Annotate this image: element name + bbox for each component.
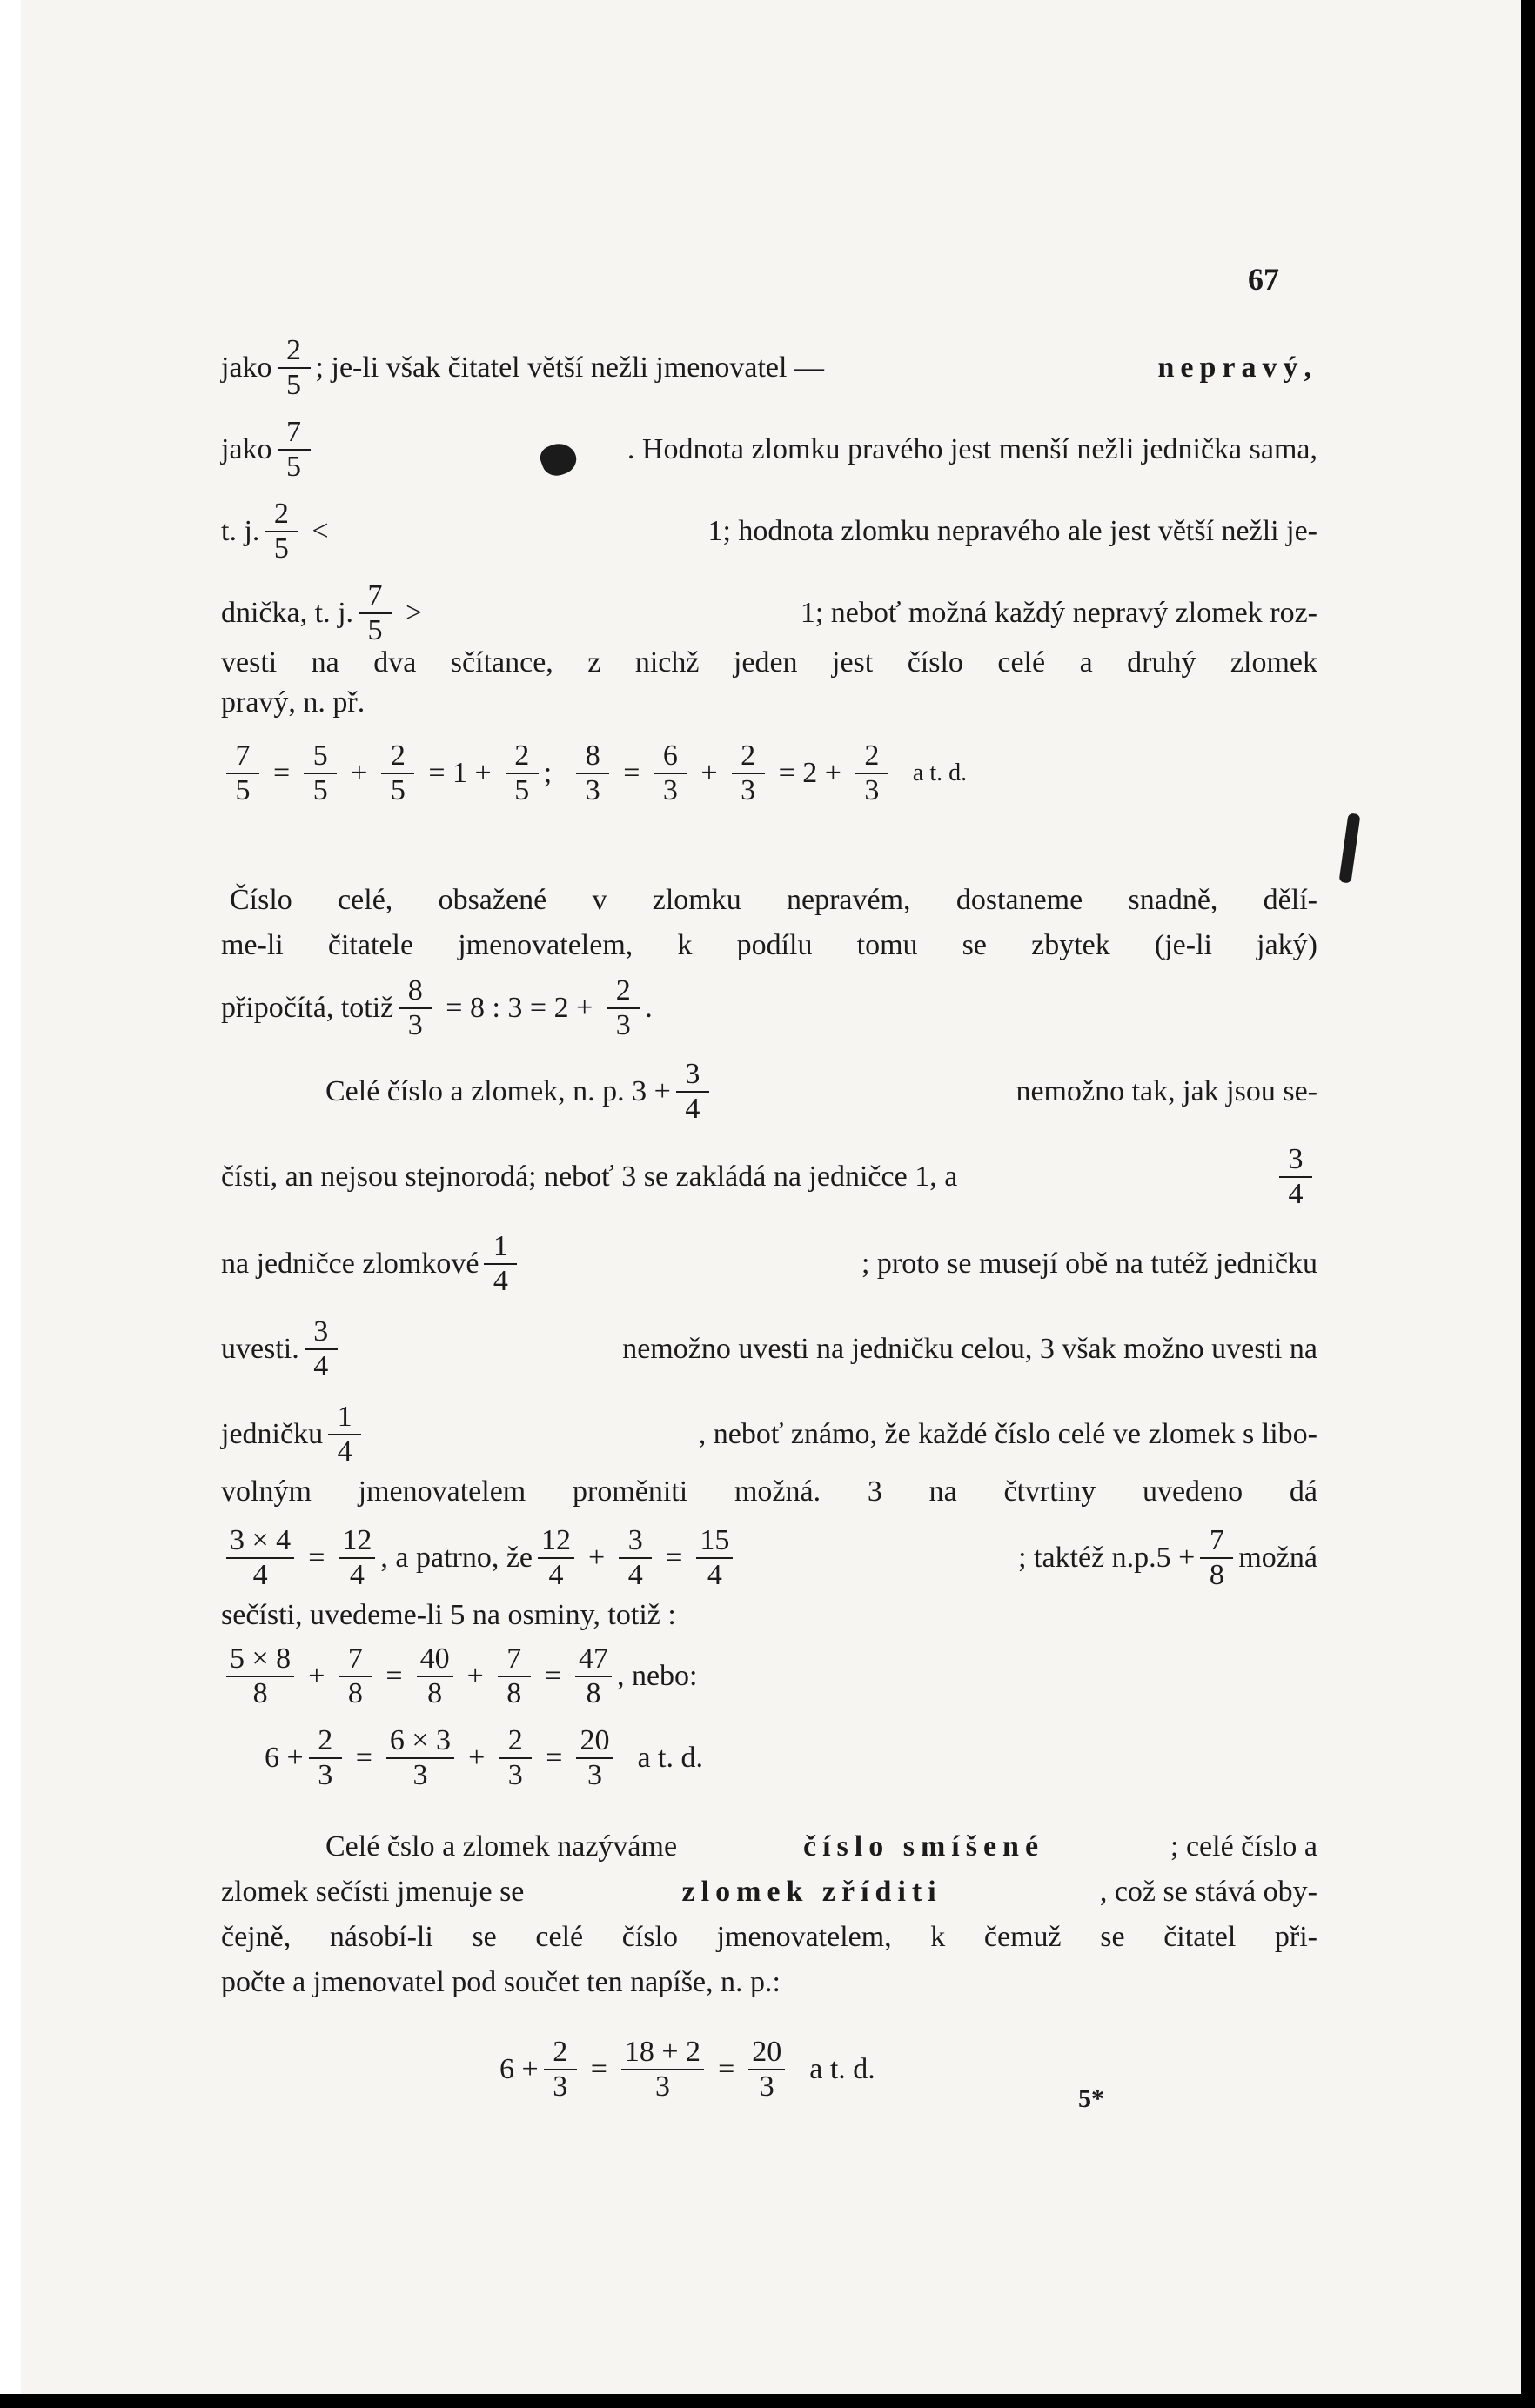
plus-sign: +	[308, 1660, 325, 1692]
denominator: 4	[548, 1559, 564, 1591]
denominator: 4	[685, 1093, 700, 1125]
equals-sign: =	[544, 1660, 561, 1692]
text: a t. d.	[809, 2053, 875, 2085]
equals-sign: =	[355, 1742, 372, 1774]
numerator: 2	[607, 976, 640, 1009]
text: volným jmenovatelem proměniti možná. 3 na čtvrtiny uvedeno dá	[221, 1475, 1317, 1508]
numerator: 20	[576, 1726, 613, 1759]
text: ; je-li však čitatel větší nežli jmenovatel —	[315, 351, 824, 384]
numerator: 3	[1279, 1145, 1312, 1178]
text: čísti, an nejsou stejnorodá; neboť 3 se zakládá na jedničce 1, a	[221, 1161, 958, 1193]
text-line-24	[221, 1961, 1317, 2004]
plus-sign: +	[351, 757, 368, 789]
text-line-13	[221, 1225, 1317, 1303]
expression: = 1 +	[428, 757, 492, 789]
denominator: 8	[427, 1677, 443, 1709]
numerator: 20	[748, 2037, 785, 2070]
text: ; proto se musejí obě na tutéž jedničku	[861, 1247, 1317, 1280]
scan-left-edge	[0, 0, 21, 2408]
less-than-sign: <	[312, 515, 329, 547]
numerator: 2	[278, 336, 311, 369]
denominator: 4	[1288, 1178, 1304, 1210]
signature-mark: 5*	[1078, 2084, 1104, 2113]
text-line-15	[221, 1395, 1317, 1474]
fraction	[732, 741, 765, 806]
numerator: 2	[265, 499, 298, 532]
text-line-10	[221, 969, 1317, 1047]
fraction	[498, 1644, 531, 1709]
fraction	[575, 1644, 612, 1709]
fraction	[417, 1644, 453, 1709]
denominator: 3	[615, 1009, 631, 1041]
word: dnička, t. j.	[221, 597, 354, 629]
expression: = 8 : 3 = 2 +	[446, 992, 593, 1024]
equation-line-17	[221, 1519, 1317, 1597]
text-line-9	[221, 924, 1317, 967]
fraction	[359, 581, 392, 645]
equals-sign: =	[718, 2053, 735, 2085]
fraction	[676, 1060, 709, 1124]
text: vesti na dva sčítance, z nichž jeden jest číslo celé a druhý zlomek	[221, 646, 1317, 679]
numerator: 2	[506, 741, 539, 774]
denominator: 4	[493, 1265, 508, 1297]
word: t. j.	[221, 515, 260, 547]
numerator: 6	[654, 741, 687, 774]
equals-sign: =	[666, 1542, 683, 1574]
greater-than-sign: >	[406, 597, 423, 629]
text-line-21	[221, 1825, 1317, 1869]
equals-sign: =	[623, 757, 640, 789]
text: nemožno tak, jak jsou se-	[1016, 1075, 1317, 1107]
equals-sign: =	[385, 1660, 403, 1692]
denominator: 3	[318, 1759, 333, 1791]
fraction	[339, 1644, 372, 1709]
text: 1; hodnota zlomku nepravého ale jest větší nežli je-	[707, 515, 1317, 547]
denominator: 3	[864, 774, 880, 806]
text: jedničku	[221, 1418, 324, 1450]
denominator: 4	[337, 1435, 352, 1468]
text-line-12	[221, 1138, 1317, 1216]
fraction	[576, 741, 609, 806]
denominator: 3	[507, 1759, 523, 1791]
text: nemožno uvesti na jedničku celou, 3 však možno uvesti na	[622, 1333, 1317, 1365]
equals-sign: =	[308, 1542, 325, 1574]
numerator: 5 × 8	[226, 1644, 294, 1677]
fraction	[499, 1726, 532, 1790]
fraction	[305, 1317, 338, 1381]
denominator: 3	[587, 1759, 602, 1791]
margin-mark	[1339, 813, 1361, 883]
fraction	[265, 499, 298, 564]
numerator: 2	[499, 1726, 532, 1759]
numerator: 12	[339, 1526, 375, 1559]
numerator: 3 × 4	[226, 1526, 294, 1559]
fraction	[484, 1232, 517, 1296]
fraction	[538, 1526, 574, 1590]
text-line-18	[221, 1594, 1317, 1637]
denominator: 3	[585, 774, 600, 806]
denominator: 5	[390, 774, 406, 806]
text: 6 +	[265, 1742, 304, 1774]
numerator: 2	[732, 741, 765, 774]
numerator: 3	[305, 1317, 338, 1350]
equals-sign: =	[546, 1742, 563, 1774]
emphasis-nepravy: nepravý,	[1157, 351, 1317, 384]
fraction	[399, 976, 432, 1040]
numerator: 1	[328, 1402, 361, 1435]
text: zlomek sečísti jmenuje se	[221, 1876, 525, 1908]
denominator: 8	[1209, 1559, 1224, 1591]
emphasis-cislo-smisene: číslo smíšené	[803, 1830, 1045, 1863]
denominator: 5	[286, 369, 302, 401]
page-number: 67	[1248, 262, 1279, 297]
denominator: 4	[349, 1559, 365, 1591]
fraction	[506, 741, 539, 806]
fraction	[619, 1526, 652, 1590]
text: 1; neboť možná každý nepravý zlomek roz-	[800, 597, 1317, 629]
text-line-2	[221, 411, 1317, 489]
fraction	[1279, 1145, 1312, 1209]
fraction	[381, 741, 414, 806]
denominator: 8	[252, 1677, 268, 1709]
text-line-14	[221, 1310, 1317, 1388]
numerator: 2	[544, 2037, 577, 2070]
numerator: 18 + 2	[621, 2037, 704, 2070]
fraction	[304, 741, 337, 806]
denominator: 8	[347, 1677, 363, 1709]
text: , neboť známo, že každé číslo celé ve zlomek s libo-	[698, 1418, 1317, 1450]
numerator: 7	[226, 741, 259, 774]
period: .	[645, 992, 653, 1024]
plus-sign: +	[468, 1742, 486, 1774]
denominator: 8	[586, 1677, 601, 1709]
text-line-1	[221, 329, 1317, 407]
denominator: 4	[252, 1559, 268, 1591]
text-line-6	[221, 681, 1317, 725]
text-line-23	[221, 1916, 1317, 1959]
word: jako	[221, 351, 272, 384]
equals-sign: =	[273, 757, 291, 789]
equation-line-19	[221, 1637, 1317, 1716]
text: čejně, násobí-li se celé číslo jmenovatelem, k čemuž se čitatel při-	[221, 1921, 1317, 1953]
text: sečísti, uvedeme-li 5 na osminy, totiž :	[221, 1599, 676, 1631]
numerator: 7	[1200, 1526, 1233, 1559]
denominator: 3	[741, 774, 756, 806]
equation-line-20	[221, 1719, 1317, 1797]
fraction	[339, 1526, 375, 1590]
denominator: 3	[412, 1759, 428, 1791]
fraction	[278, 418, 311, 482]
fraction	[576, 1726, 613, 1790]
text: ; taktéž n.p.5 +	[1018, 1542, 1196, 1574]
fraction	[278, 336, 311, 400]
numerator: 7	[339, 1644, 372, 1677]
denominator: 3	[662, 774, 678, 806]
text: Číslo celé, obsažené v zlomku nepravém, dostaneme snadně, dělí-	[230, 884, 1317, 916]
denominator: 5	[312, 774, 328, 806]
scan-bottom-edge	[0, 2394, 1535, 2408]
fraction	[226, 741, 259, 806]
equals-sign: =	[590, 2053, 607, 2085]
fraction	[328, 1402, 361, 1467]
text-line-8	[221, 879, 1317, 922]
numerator: 2	[381, 741, 414, 774]
fraction	[226, 1644, 294, 1709]
text: počte a jmenovatel pod součet ten napíše, n. p.:	[221, 1966, 781, 1998]
text: a t. d.	[637, 1742, 703, 1774]
equation-line-25	[221, 2030, 1317, 2109]
numerator: 7	[359, 581, 392, 614]
denominator: 3	[407, 1009, 423, 1041]
text: a t. d.	[912, 759, 968, 786]
text: Celé čslo a zlomek nazýváme	[325, 1830, 678, 1863]
fraction	[855, 741, 888, 806]
denominator: 3	[654, 2070, 670, 2103]
fraction	[1200, 1526, 1233, 1590]
numerator: 7	[278, 418, 311, 451]
numerator: 1	[484, 1232, 517, 1265]
numerator: 7	[498, 1644, 531, 1677]
expression: = 2 +	[778, 757, 841, 789]
fraction	[621, 2037, 704, 2102]
fraction	[544, 2037, 577, 2102]
denominator: 8	[506, 1677, 522, 1709]
fraction	[607, 976, 640, 1040]
fraction	[226, 1526, 294, 1590]
text-line-3	[221, 492, 1317, 571]
fraction	[309, 1726, 342, 1790]
fraction	[748, 2037, 785, 2102]
text: . Hodnota zlomku pravého jest menší nežli jednička sama,	[627, 433, 1317, 465]
fraction	[386, 1726, 454, 1790]
numerator: 3	[676, 1060, 709, 1093]
denominator: 5	[273, 532, 289, 565]
text: , nebo:	[616, 1660, 698, 1692]
fraction	[654, 741, 687, 806]
plus-sign: +	[588, 1542, 606, 1574]
text: uvesti.	[221, 1333, 299, 1365]
numerator: 12	[538, 1526, 574, 1559]
text: 6 +	[499, 2053, 539, 2085]
text-line-11	[221, 1053, 1317, 1131]
text: , což se stává oby-	[1099, 1876, 1317, 1908]
text: Celé číslo a zlomek, n. p. 3 +	[325, 1075, 671, 1107]
denominator: 3	[553, 2070, 568, 2103]
equation-line-7	[221, 734, 1317, 813]
numerator: 3	[619, 1526, 652, 1559]
text: možná	[1238, 1542, 1317, 1574]
numerator: 5	[304, 741, 337, 774]
numerator: 8	[576, 741, 609, 774]
word: jako	[221, 433, 272, 465]
text: me-li čitatele jmenovatelem, k podílu tomu se zbytek (je-li jaký)	[221, 929, 1317, 961]
text: , a patrno, že	[380, 1542, 533, 1574]
text: na jedničce zlomkové	[221, 1247, 479, 1280]
denominator: 5	[367, 614, 383, 646]
denominator: 4	[313, 1350, 329, 1382]
numerator: 47	[575, 1644, 612, 1677]
numerator: 6 × 3	[386, 1726, 454, 1759]
text-line-22	[221, 1870, 1317, 1914]
denominator: 4	[707, 1559, 722, 1591]
numerator: 15	[696, 1526, 733, 1559]
numerator: 2	[855, 741, 888, 774]
fraction	[696, 1526, 733, 1590]
denominator: 4	[627, 1559, 643, 1591]
numerator: 40	[417, 1644, 453, 1677]
text: pravý, n. př.	[221, 686, 365, 719]
text-line-16	[221, 1470, 1317, 1514]
denominator: 5	[514, 774, 530, 806]
emphasis-zlomek-zriditi: zlomek zříditi	[681, 1876, 942, 1908]
numerator: 8	[399, 976, 432, 1009]
book-page	[21, 0, 1521, 2394]
text: připočítá, totiž	[221, 992, 394, 1024]
semicolon: ;	[543, 757, 553, 789]
denominator: 5	[286, 451, 302, 483]
text: ; celé číslo a	[1170, 1830, 1317, 1863]
numerator: 2	[309, 1726, 342, 1759]
denominator: 5	[235, 774, 251, 806]
plus-sign: +	[466, 1660, 484, 1692]
plus-sign: +	[700, 757, 718, 789]
denominator: 3	[759, 2070, 774, 2103]
